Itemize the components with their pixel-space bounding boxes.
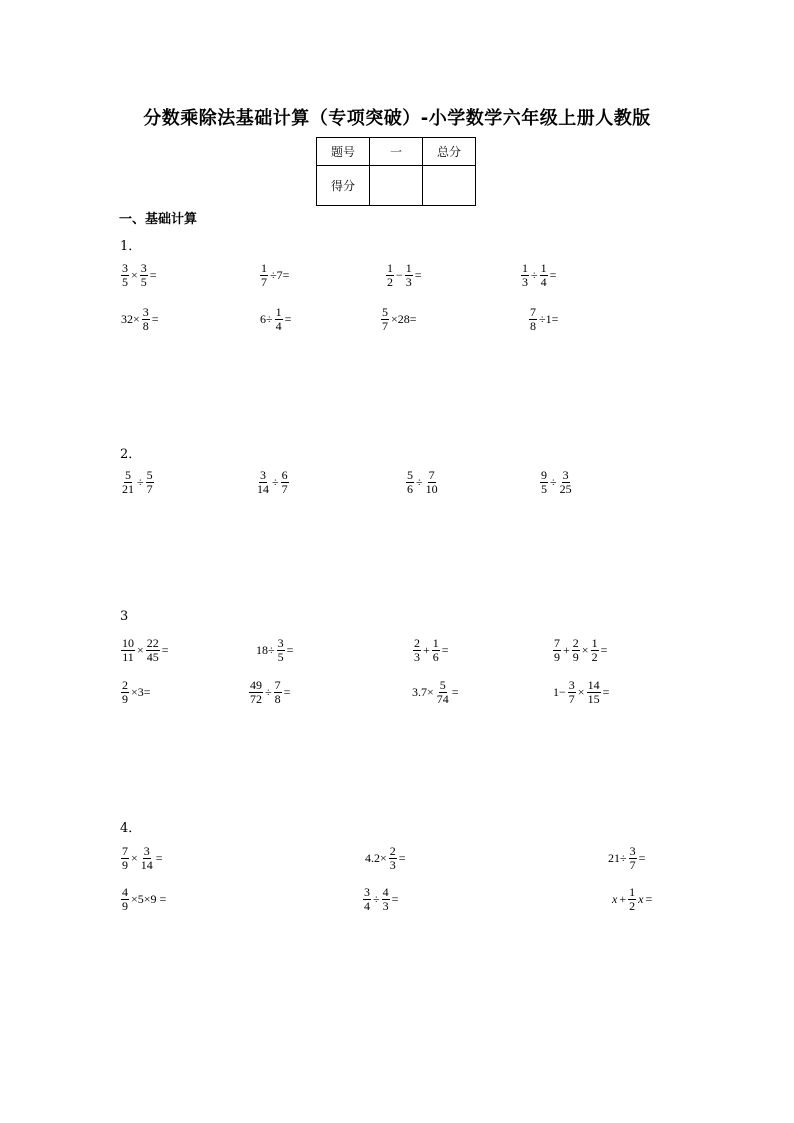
- numerator: 3: [277, 636, 284, 650]
- q1-expr-6[interactable]: [259, 306, 292, 333]
- q3-expr-5[interactable]: [120, 679, 152, 706]
- question-3-label: 3: [120, 609, 129, 624]
- fraction: [389, 845, 397, 872]
- numerator: 1: [540, 261, 547, 275]
- q1-expr-3[interactable]: [385, 262, 423, 289]
- denominator: 4: [540, 275, 547, 289]
- q4-expr-4[interactable]: [120, 886, 167, 913]
- numerator: 1: [261, 261, 267, 275]
- fraction: [281, 469, 289, 496]
- fraction: [277, 637, 285, 664]
- q3-expr-6[interactable]: [248, 679, 291, 706]
- denominator: 3: [522, 275, 528, 289]
- operator: =: [441, 643, 449, 657]
- fraction: [146, 469, 154, 496]
- fraction: [591, 637, 599, 664]
- operator: =: [645, 892, 653, 906]
- operator: ÷: [137, 475, 144, 489]
- denominator: 5: [140, 275, 147, 289]
- denominator: 9: [122, 899, 128, 913]
- q3-expr-3[interactable]: [412, 637, 450, 664]
- denominator: 5: [277, 650, 284, 664]
- numerator: 2: [572, 636, 579, 650]
- denominator: 2: [387, 275, 393, 289]
- operator: ÷: [550, 475, 557, 489]
- operator: ÷: [272, 475, 279, 489]
- denominator: 74: [436, 692, 449, 706]
- numerator: 10: [122, 636, 134, 650]
- operator: ×: [131, 268, 138, 282]
- operator: =: [451, 685, 459, 699]
- q2-expr-3[interactable]: [405, 469, 440, 496]
- operator: =: [283, 685, 291, 699]
- operator: ×: [581, 643, 589, 657]
- numerator: 9: [541, 468, 547, 482]
- operator: ÷: [416, 475, 423, 489]
- denominator: 15: [587, 692, 600, 706]
- operator: ×: [137, 643, 144, 657]
- question-4-label: 4．: [120, 821, 142, 836]
- operator: =: [638, 851, 646, 865]
- numerator: 7: [428, 468, 435, 482]
- fraction: [121, 679, 129, 706]
- denominator: 72: [250, 692, 262, 706]
- operator: =: [286, 643, 294, 657]
- q2-expr-1[interactable]: [120, 469, 155, 496]
- fraction: [140, 262, 148, 289]
- operator: 4.2×: [365, 851, 387, 865]
- q4-expr-6[interactable]: [611, 886, 653, 913]
- q4-expr-5[interactable]: [362, 886, 399, 913]
- fraction: [121, 469, 135, 496]
- denominator: 8: [530, 319, 536, 333]
- denominator: 9: [554, 650, 560, 664]
- denominator: 3: [389, 858, 396, 872]
- fraction: [274, 679, 282, 706]
- fraction: [142, 306, 150, 333]
- fraction: [256, 469, 270, 496]
- numerator: 2: [414, 636, 420, 650]
- fraction: [249, 679, 263, 706]
- numerator: 7: [122, 844, 128, 858]
- numerator: 1: [387, 261, 393, 275]
- numerator: 3: [143, 844, 150, 858]
- operator: 18÷: [256, 643, 275, 657]
- fraction: [553, 637, 561, 664]
- score-cell-label: 得分: [317, 166, 370, 206]
- numerator: 4: [382, 885, 389, 899]
- fraction: [540, 469, 548, 496]
- operator: 1−: [553, 685, 566, 699]
- denominator: 10: [425, 482, 438, 496]
- fraction: [540, 262, 548, 289]
- denominator: 2: [591, 650, 598, 664]
- numerator: 1: [522, 261, 528, 275]
- numerator: 1: [591, 636, 598, 650]
- fraction: [121, 262, 129, 289]
- q4-expr-2[interactable]: [364, 845, 407, 872]
- denominator: 3: [405, 275, 412, 289]
- numerator: 3: [142, 305, 149, 319]
- operator: 21÷: [608, 851, 627, 865]
- score-cell-question-no: 题号: [317, 138, 370, 166]
- numerator: 4: [122, 885, 128, 899]
- q3-expr-1[interactable]: [120, 637, 170, 664]
- q2-expr-4[interactable]: [539, 469, 574, 496]
- fraction: [559, 469, 573, 496]
- operator: 32×: [121, 312, 140, 326]
- operator: ×: [577, 685, 585, 699]
- q1-expr-8[interactable]: [528, 306, 559, 333]
- score-input-total[interactable]: [423, 166, 476, 206]
- denominator: 7: [382, 319, 388, 333]
- denominator: 9: [122, 858, 128, 872]
- q1-expr-1[interactable]: [120, 262, 158, 289]
- denominator: 5: [122, 275, 128, 289]
- fraction: [432, 637, 440, 664]
- operator: =: [149, 268, 157, 282]
- operator: ÷1=: [539, 312, 559, 326]
- score-cell-section-one: 一: [370, 138, 423, 166]
- numerator: 49: [250, 678, 262, 692]
- numerator: 5: [439, 678, 446, 692]
- operator: ÷7=: [270, 268, 290, 282]
- numerator: 3: [140, 261, 147, 275]
- numerator: 6: [281, 468, 288, 482]
- numerator: 2: [389, 844, 396, 858]
- operator: +: [619, 892, 627, 906]
- operator: =: [284, 312, 292, 326]
- denominator: 9: [122, 692, 128, 706]
- variable: x: [638, 892, 644, 906]
- fraction: [382, 886, 390, 913]
- numerator: 1: [275, 305, 282, 319]
- denominator: 21: [122, 482, 134, 496]
- fraction: [628, 886, 636, 913]
- numerator: 5: [407, 468, 413, 482]
- denominator: 4: [275, 319, 282, 333]
- denominator: 11: [122, 650, 134, 664]
- section-title: 一、基础计算: [119, 212, 198, 227]
- numerator: 3: [629, 844, 636, 858]
- score-cell-total: 总分: [423, 138, 476, 166]
- fraction: [121, 637, 135, 664]
- fraction: [413, 637, 421, 664]
- operator: ÷: [265, 685, 272, 699]
- operator: ×: [131, 851, 138, 865]
- operator: =: [414, 268, 422, 282]
- operator: ×5×9 =: [131, 892, 167, 906]
- fraction: [146, 637, 160, 664]
- operator: =: [398, 851, 406, 865]
- numerator: 1: [629, 885, 636, 899]
- denominator: 7: [281, 482, 288, 496]
- denominator: 7: [568, 692, 575, 706]
- numerator: 5: [125, 468, 131, 482]
- q3-expr-4[interactable]: [552, 637, 608, 664]
- operator: ÷: [373, 892, 380, 906]
- question-2-label: 2．: [120, 447, 142, 462]
- fraction: [381, 306, 389, 333]
- numerator: 3: [562, 468, 569, 482]
- fraction: [363, 886, 371, 913]
- numerator: 1: [405, 261, 412, 275]
- denominator: 14: [140, 858, 153, 872]
- denominator: 25: [559, 482, 572, 496]
- q2-expr-2[interactable]: [255, 469, 290, 496]
- fraction: [529, 306, 537, 333]
- page-title: 分数乘除法基础计算（专项突破）-小学数学六年级上册人教版: [143, 108, 651, 129]
- q3-expr-7[interactable]: [411, 679, 460, 706]
- numerator: 7: [274, 678, 281, 692]
- operator: +: [563, 643, 570, 657]
- fraction: [121, 845, 129, 872]
- numerator: 14: [587, 678, 600, 692]
- operator: =: [155, 851, 163, 865]
- numerator: 3: [568, 678, 575, 692]
- numerator: 3: [122, 261, 128, 275]
- operator: 3.7×: [412, 685, 434, 699]
- denominator: 7: [146, 482, 153, 496]
- q1-expr-7[interactable]: [380, 306, 418, 333]
- fraction: [521, 262, 529, 289]
- denominator: 9: [572, 650, 579, 664]
- score-input-section-one[interactable]: [370, 166, 423, 206]
- fraction: [572, 637, 580, 664]
- q1-expr-2[interactable]: [259, 262, 290, 289]
- denominator: 14: [257, 482, 269, 496]
- operator: =: [151, 312, 159, 326]
- fraction: [260, 262, 268, 289]
- denominator: 5: [541, 482, 547, 496]
- operator: ×28=: [391, 312, 417, 326]
- score-table: [316, 137, 476, 206]
- fraction: [140, 845, 154, 872]
- denominator: 7: [629, 858, 636, 872]
- operator: =: [161, 643, 169, 657]
- fraction: [629, 845, 637, 872]
- fraction: [121, 886, 129, 913]
- operator: 6÷: [260, 312, 273, 326]
- numerator: 5: [146, 468, 153, 482]
- denominator: 2: [629, 899, 636, 913]
- fraction: [587, 679, 601, 706]
- numerator: 22: [146, 636, 159, 650]
- fraction: [275, 306, 283, 333]
- q4-expr-1[interactable]: [120, 845, 164, 872]
- q1-expr-5[interactable]: [120, 306, 160, 333]
- denominator: 3: [414, 650, 420, 664]
- operator: ÷: [531, 268, 538, 282]
- fraction: [405, 262, 413, 289]
- q1-expr-4[interactable]: [520, 262, 557, 289]
- fraction: [386, 262, 394, 289]
- score-table-header-row: [317, 138, 476, 166]
- operator: =: [391, 892, 399, 906]
- numerator: 2: [122, 678, 128, 692]
- operator: =: [549, 268, 557, 282]
- numerator: 7: [530, 305, 536, 319]
- variable: x: [612, 892, 618, 906]
- denominator: 8: [142, 319, 149, 333]
- denominator: 6: [432, 650, 439, 664]
- q3-expr-8[interactable]: [552, 679, 610, 706]
- q4-expr-3[interactable]: [607, 845, 646, 872]
- operator: −: [396, 268, 403, 282]
- denominator: 45: [146, 650, 159, 664]
- denominator: 4: [364, 899, 370, 913]
- operator: +: [423, 643, 430, 657]
- q3-expr-2[interactable]: [255, 637, 294, 664]
- numerator: 7: [554, 636, 560, 650]
- operator: =: [602, 685, 610, 699]
- fraction: [406, 469, 414, 496]
- operator: =: [600, 643, 608, 657]
- numerator: 3: [260, 468, 266, 482]
- score-table-score-row: [317, 166, 476, 206]
- numerator: 5: [382, 305, 388, 319]
- fraction: [568, 679, 576, 706]
- question-1-label: 1．: [120, 239, 142, 254]
- denominator: 3: [382, 899, 389, 913]
- denominator: 6: [407, 482, 413, 496]
- fraction: [425, 469, 439, 496]
- operator: ×3=: [131, 685, 151, 699]
- numerator: 1: [432, 636, 439, 650]
- fraction: [436, 679, 450, 706]
- numerator: 3: [364, 885, 370, 899]
- denominator: 8: [274, 692, 281, 706]
- denominator: 7: [261, 275, 267, 289]
